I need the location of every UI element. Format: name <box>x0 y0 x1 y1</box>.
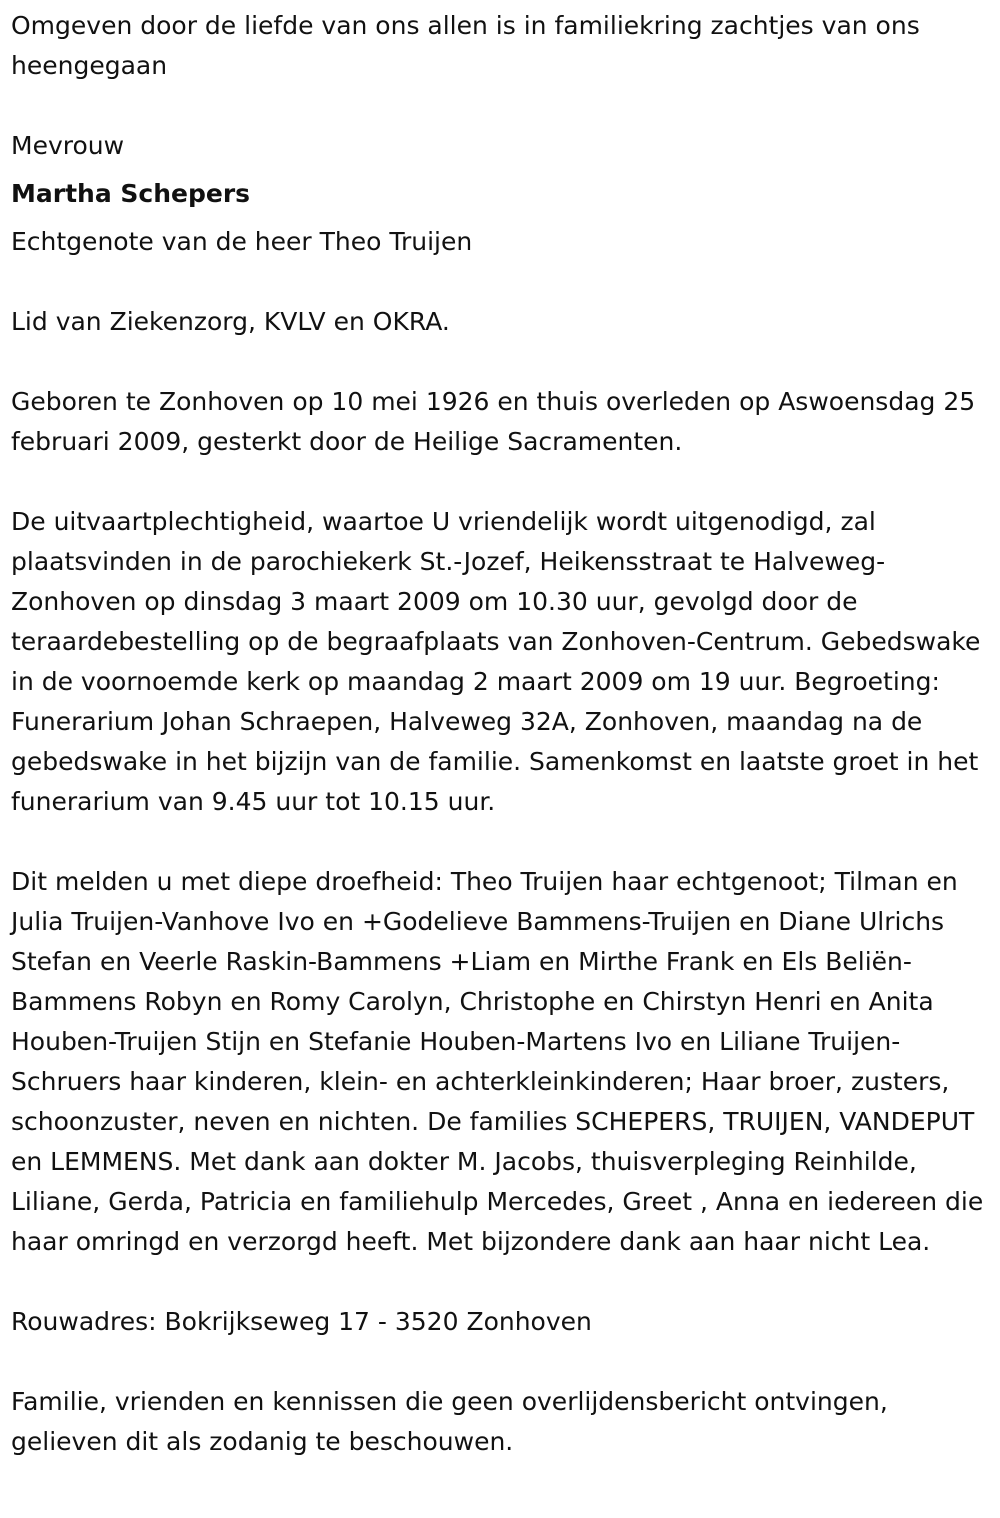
address-text: Rouwadres: Bokrijkseweg 17 - 3520 Zonhoven <box>11 1307 592 1336</box>
spouse-text: Echtgenote van de heer Theo Truijen <box>11 227 473 256</box>
birth-death-text: Geboren te Zonhoven op 10 mei 1926 en thuis overleden op Aswoensdag 25 februari 2009, gesterkt door de Heilige Sacramenten. <box>11 387 976 456</box>
closing-text: Familie, vrienden en kennissen die geen overlijdensbericht ontvingen, gelieven dit als zodanig te beschouwen. <box>11 1387 888 1456</box>
family-text: Dit melden u met diepe droefheid: Theo Truijen haar echtgenoot; Tilman en Julia Truijen-Vanhove Ivo en +Godelieve Bammens-Truijen en Diane Ulrichs Stefan en Veerle Raskin-Bammens +Liam en Mirthe Frank en Els Beliën-Bammens Robyn en Romy Carolyn, Christophe en Chirstyn Henri en Anita Houben-Truijen Stijn en Stefanie Houben-Martens Ivo en Liliane Truijen-Schruers haar kinderen, klein- en achterkleinkinderen; Haar broer, zusters, schoonzuster, neven en nichten. De families SCHEPERS, TRUIJEN, VANDEPUT en LEMMENS. Met dank aan dokter M. Jacobs, thuisverpleging Reinhilde, Liliane, Gerda, Patricia en familiehulp Mercedes, Greet , Anna en iedereen die haar omringd en verzorgd heeft. Met bijzondere dank aan haar nicht Lea. <box>11 867 984 1256</box>
deceased-name: Martha Schepers <box>11 179 251 208</box>
intro-text: Omgeven door de liefde van ons allen is in familiekring zachtjes van ons heengegaan <box>11 11 920 80</box>
memberships-text: Lid van Ziekenzorg, KVLV en OKRA. <box>11 307 450 336</box>
title-text: Mevrouw <box>11 131 125 160</box>
funeral-text: De uitvaartplechtigheid, waartoe U vriendelijk wordt uitgenodigd, zal plaatsvinden in de parochiekerk St.-Jozef, Heikensstraat te Halveweg-Zonhoven op dinsdag 3 maart 2009 om 10.30 uur, gevolgd door de teraardebestelling op de begraafplaats van Zonhoven-Centrum. Gebedswake in de voornoemde kerk op maandag 2 maart 2009 om 19 uur. Begroeting: Funerarium Johan Schraepen, Halveweg 32A, Zonhoven, maandag na de gebedswake in het bijzijn van de familie. Samenkomst en laatste groet in het funerarium van 9.45 uur tot 10.15 uur. <box>11 507 981 816</box>
